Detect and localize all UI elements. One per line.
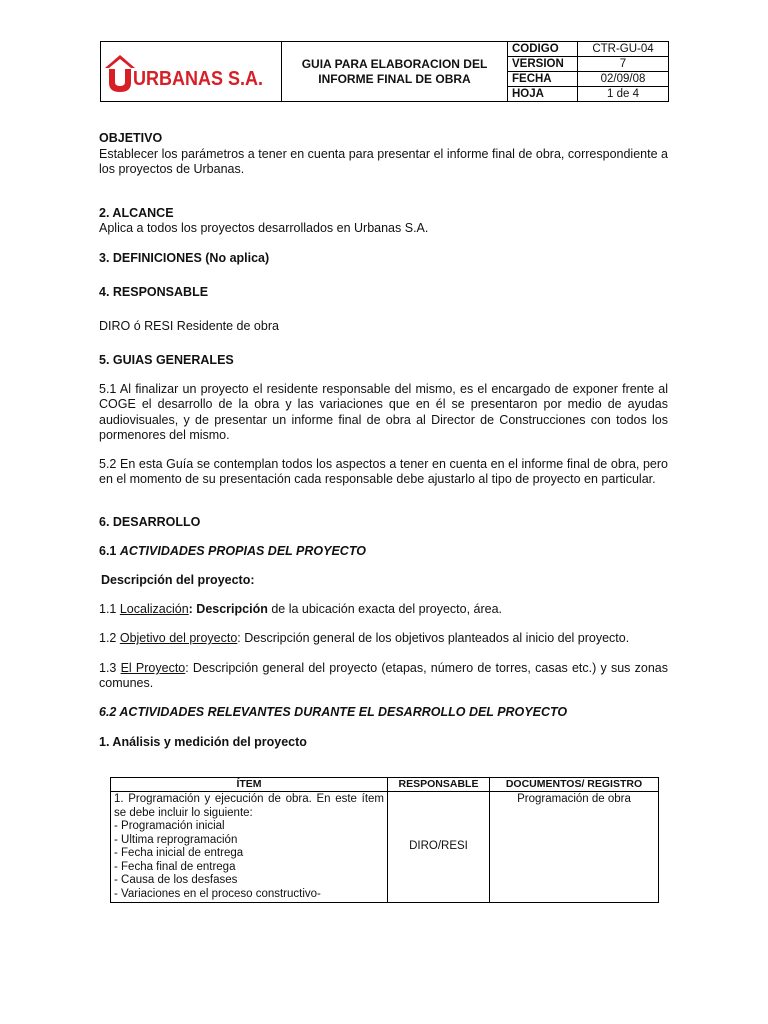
item-1-3-number: 1.3 (99, 661, 121, 675)
title-line-1: GUIA PARA ELABORACION DEL (301, 56, 488, 71)
section-6-1-number: 6.1 (99, 544, 120, 558)
list-item: - Fecha final de entrega (114, 860, 236, 873)
objetivo-text: Establecer los parámetros a tener en cuenta para presentar el informe final de obra, correspondiente a los proyectos de Urbanas. (99, 147, 668, 177)
responsable-cell: DIRO/RESI (388, 792, 490, 903)
meta-label: VERSION (512, 58, 564, 70)
item-1-3 (99, 661, 668, 692)
responsable-heading: 4. RESPONSABLE (99, 285, 209, 299)
item-1-2-number: 1.2 (99, 631, 120, 645)
meta-row-hoja (508, 87, 668, 101)
activities-table (110, 777, 659, 903)
meta-label: CODIGO (512, 43, 559, 55)
item-lead: 1. Programación y ejecución de obra. En este ítem se debe incluir lo siguiente: (114, 793, 384, 819)
definiciones-heading: 3. DEFINICIONES (No aplica) (99, 251, 270, 265)
column-header-item: ÍTEM (111, 778, 388, 792)
alcance-text: Aplica a todos los proyectos desarrollados en Urbanas S.A. (99, 221, 429, 235)
guias-p2: 5.2 En esta Guía se contemplan todos los aspectos a tener en cuenta en el informe final de obra, pero en el momento de su presentación cada responsable debe ajustarlo al tipo de proyecto en particular. (99, 457, 668, 487)
logo-text: URBANAS S.A. (133, 68, 263, 90)
list-item: - Variaciones en el proceso constructivo- (114, 887, 321, 900)
item-1-1-link: Localización (119, 602, 189, 616)
item-1-1-text: de la ubicación exacta del proyecto, área. (267, 602, 503, 616)
item-cell (111, 792, 388, 903)
analisis-heading: 1. Análisis y medición del proyecto (99, 735, 307, 749)
item-1-3-link: El Proyecto (120, 661, 186, 675)
list-item: - Ultima reprogramación (114, 833, 238, 846)
table-row (111, 792, 659, 903)
item-lines (114, 820, 384, 901)
column-header-documentos: DOCUMENTOS/ REGISTRO (490, 778, 659, 792)
urbanas-logo (101, 42, 281, 101)
documento-cell: Programación de obra (490, 792, 659, 903)
item-1-2 (99, 631, 668, 646)
section-6-1-heading (99, 544, 668, 559)
item-1-2-link: Objetivo del proyecto (119, 631, 238, 645)
meta-row-fecha (508, 72, 668, 87)
meta-value: 1 de 4 (607, 88, 639, 100)
document-title (282, 42, 508, 101)
guias-heading: 5. GUIAS GENERALES (99, 353, 234, 367)
meta-label: HOJA (512, 88, 544, 100)
document-meta (508, 42, 668, 101)
item-1-2-text: : Descripción general de los objetivos planteados al inicio del proyecto. (237, 631, 630, 645)
meta-row-version (508, 57, 668, 72)
logo-cell (101, 42, 282, 101)
list-item: - Fecha inicial de entrega (114, 847, 244, 859)
section-6-1-title: ACTIVIDADES PROPIAS DEL PROYECTO (119, 544, 366, 558)
table-header-row (111, 778, 659, 792)
item-1-1-bold: : Descripción (188, 602, 268, 616)
item-1-1 (99, 602, 668, 617)
meta-value: 02/09/08 (600, 73, 646, 85)
list-item: - Causa de los desfases (114, 874, 238, 886)
responsable-text: DIRO ó RESI Residente de obra (99, 319, 279, 333)
meta-label: FECHA (512, 73, 552, 85)
column-header-responsable: RESPONSABLE (388, 778, 490, 792)
descripcion-heading: Descripción del proyecto: (101, 573, 255, 587)
title-line-2: INFORME FINAL DE OBRA (318, 71, 471, 86)
list-item: - Programación inicial (114, 820, 225, 832)
document-header (100, 41, 669, 102)
meta-row-codigo (508, 42, 668, 57)
objetivo-heading: OBJETIVO (99, 131, 163, 145)
guias-p1: 5.1 Al finalizar un proyecto el residente responsable del mismo, es el encargado de exponer frente al COGE el desarrollo de la obra y las variaciones que en él se presentaron por medio de ayudas audiovisuales, y de presentar un informe final de obra al Director de Construcciones con todos los pormenores del mismo. (99, 382, 668, 442)
meta-value: 7 (619, 58, 627, 70)
desarrollo-heading: 6. DESARROLLO (99, 515, 201, 529)
alcance-heading: 2. ALCANCE (99, 206, 174, 220)
meta-value: CTR-GU-04 (592, 43, 654, 55)
item-1-1-number: 1.1 (99, 602, 120, 616)
section-6-2-heading: 6.2 ACTIVIDADES RELEVANTES DURANTE EL DESARROLLO DEL PROYECTO (99, 705, 568, 719)
item-1-3-text: : Descripción general del proyecto (etapas, número de torres, casas etc.) y sus zonas comunes. (99, 661, 668, 691)
